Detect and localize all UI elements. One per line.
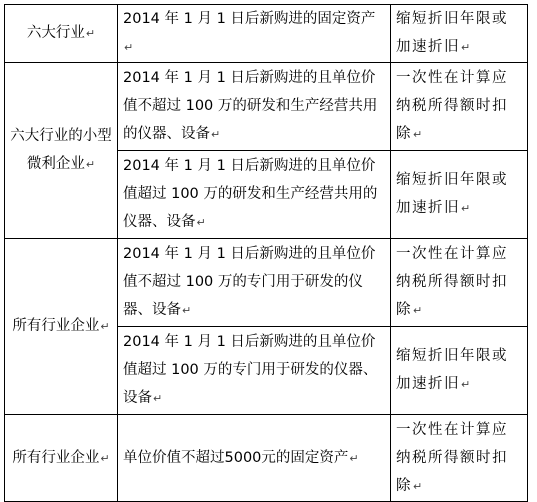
table-row bbox=[5, 5, 528, 63]
paragraph-mark: ↵ bbox=[153, 392, 163, 405]
treatment-cell: 缩短折旧年限或加速折旧↵ bbox=[391, 327, 528, 415]
table-row bbox=[5, 415, 528, 502]
industry-cell: 六大行业↵ bbox=[5, 5, 118, 63]
paragraph-mark: ↵ bbox=[413, 479, 424, 493]
paragraph-mark: ↵ bbox=[85, 27, 96, 40]
treatment-cell: 一次性在计算应纳税所得额时扣除↵ bbox=[391, 415, 528, 502]
treatment-cell: 一次性在计算应纳税所得额时扣除↵ bbox=[391, 63, 528, 151]
table-row bbox=[5, 63, 528, 151]
table-row bbox=[5, 239, 528, 327]
asset-cell: 单位价值不超过5000元的固定资产↵ bbox=[118, 415, 391, 502]
asset-cell: 2014 年 1 月 1 日后新购进的且单位价值超过 100 万的专门用于研发的仪器、设备↵ bbox=[118, 327, 391, 415]
paragraph-mark: ↵ bbox=[124, 41, 134, 54]
paragraph-mark: ↵ bbox=[85, 158, 96, 171]
treatment-cell: 缩短折旧年限或加速折旧↵ bbox=[391, 151, 528, 239]
paragraph-mark: ↵ bbox=[413, 304, 424, 317]
paragraph-mark: ↵ bbox=[182, 304, 192, 317]
paragraph-mark: ↵ bbox=[461, 41, 472, 54]
asset-cell: 2014 年 1 月 1 日后新购进的固定资产↵ bbox=[118, 5, 391, 63]
paragraph-mark: ↵ bbox=[461, 378, 472, 391]
paragraph-mark: ↵ bbox=[349, 451, 359, 465]
treatment-cell: 一次性在计算应纳税所得额时扣除↵ bbox=[391, 239, 528, 327]
asset-cell: 2014 年 1 月 1 日后新购进的且单位价值不超过 100 万的研发和生产经营共用的仪器、设备↵ bbox=[118, 63, 391, 151]
paragraph-mark: ↵ bbox=[413, 128, 424, 141]
asset-cell: 2014 年 1 月 1 日后新购进的且单位价值不超过 100 万的专门用于研发的仪器、设备↵ bbox=[118, 239, 391, 327]
paragraph-mark: ↵ bbox=[100, 451, 110, 465]
asset-cell: 2014 年 1 月 1 日后新购进的且单位价值超过 100 万的研发和生产经营共用的仪器、设备↵ bbox=[118, 151, 391, 239]
paragraph-mark: ↵ bbox=[461, 202, 472, 215]
industry-cell: 所有行业企业↵ bbox=[5, 415, 118, 502]
treatment-cell: 缩短折旧年限或加速折旧↵ bbox=[391, 5, 528, 63]
industry-cell: 六大行业的小型微利企业↵ bbox=[5, 63, 118, 239]
paragraph-mark: ↵ bbox=[100, 320, 110, 333]
paragraph-mark: ↵ bbox=[211, 128, 221, 141]
industry-cell: 所有行业企业↵ bbox=[5, 239, 118, 415]
paragraph-mark: ↵ bbox=[196, 216, 206, 229]
depreciation-policy-table bbox=[4, 4, 528, 502]
